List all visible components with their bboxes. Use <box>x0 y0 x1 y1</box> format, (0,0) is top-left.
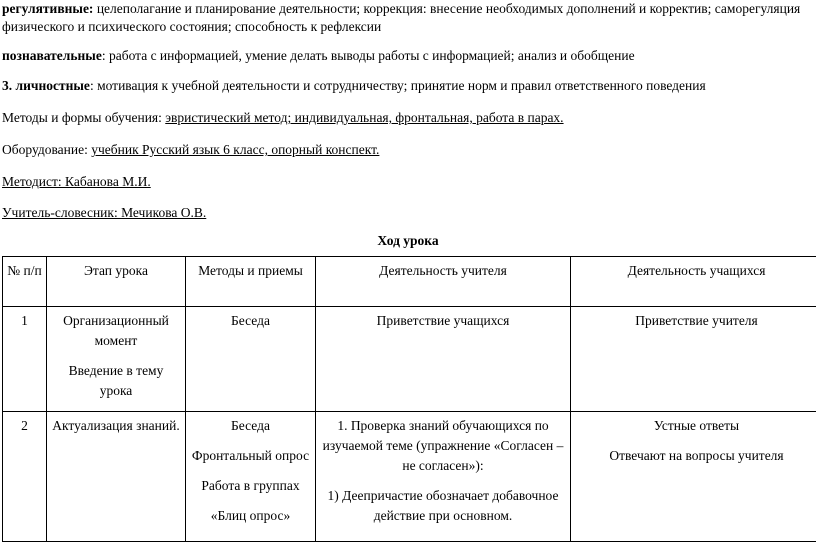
lesson-table <box>2 256 816 542</box>
row1-num: 1 <box>3 307 47 412</box>
methods-label: Методы и формы обучения: <box>2 110 165 125</box>
header-methods: Методы и приемы <box>186 257 316 307</box>
row1-stage-line: Организационный момент <box>51 311 181 351</box>
row1-teacher-line: Приветствие учащихся <box>320 311 566 331</box>
section-title: Ход урока <box>0 233 816 249</box>
methods-value: эвристический метод; индивидуальная, фронтальная, работа в парах. <box>165 110 563 125</box>
row2-teacher-line: 1. Проверка знаний обучающихся по изучаемой теме (упражнение «Согласен – не согласен»): <box>320 416 566 476</box>
methodist-line: Методист: Кабанова М.И. <box>2 173 814 191</box>
row1-methods <box>186 307 316 412</box>
row2-students-line: Устные ответы <box>575 416 816 436</box>
table-header-row <box>3 257 816 307</box>
row2-stage-line: Актуализация знаний. <box>51 416 181 436</box>
row1-method: Беседа <box>190 311 311 331</box>
equipment-value: учебник Русский язык 6 класс, опорный конспект. <box>91 142 379 157</box>
header-students: Деятельность учащихся <box>571 257 816 307</box>
table-row <box>3 307 816 412</box>
row1-stage-line: Введение в тему урока <box>51 361 181 401</box>
personal-label: 3. личностные <box>2 78 90 93</box>
equipment-label: Оборудование: <box>2 142 91 157</box>
row1-students-line: Приветствие учителя <box>575 311 816 331</box>
regulative-paragraph <box>2 0 814 36</box>
cognitive-text: : работа с информацией, умение делать выводы работы с информацией; анализ и обобщение <box>102 48 635 63</box>
header-teacher: Деятельность учителя <box>316 257 571 307</box>
row2-methods <box>186 412 316 542</box>
personal-paragraph <box>2 77 814 95</box>
personal-text: : мотивация к учебной деятельности и сотрудничеству; принятие норм и правил ответственного поведения <box>90 78 706 93</box>
row1-stage <box>47 307 186 412</box>
table-row <box>3 412 816 542</box>
row2-teacher <box>316 412 571 542</box>
row2-teacher-line: 1) Деепричастие обозначает добавочное действие при основном. <box>320 486 566 526</box>
equipment-paragraph <box>2 141 814 159</box>
cognitive-paragraph <box>2 47 814 65</box>
row2-method: Фронтальный опрос <box>190 446 311 466</box>
row1-teacher <box>316 307 571 412</box>
cognitive-label: познавательные <box>2 48 102 63</box>
row2-students <box>571 412 816 542</box>
teacher-line: Учитель-словесник: Мечикова О.В. <box>2 204 814 222</box>
row1-students <box>571 307 816 412</box>
header-stage: Этап урока <box>47 257 186 307</box>
regulative-text: целеполагание и планирование деятельности; коррекция: внесение необходимых дополнений и корректив; саморегуляция физического и психического состояния; способность к рефлексии <box>2 1 800 34</box>
row2-stage <box>47 412 186 542</box>
row2-method: «Блиц опрос» <box>190 506 311 526</box>
methods-paragraph <box>2 109 814 127</box>
header-num: № п/п <box>3 257 47 307</box>
row2-method: Беседа <box>190 416 311 436</box>
row2-students-line: Отвечают на вопросы учителя <box>575 446 816 466</box>
row2-method: Работа в группах <box>190 476 311 496</box>
regulative-label: регулятивные: <box>2 1 93 16</box>
row2-num: 2 <box>3 412 47 542</box>
